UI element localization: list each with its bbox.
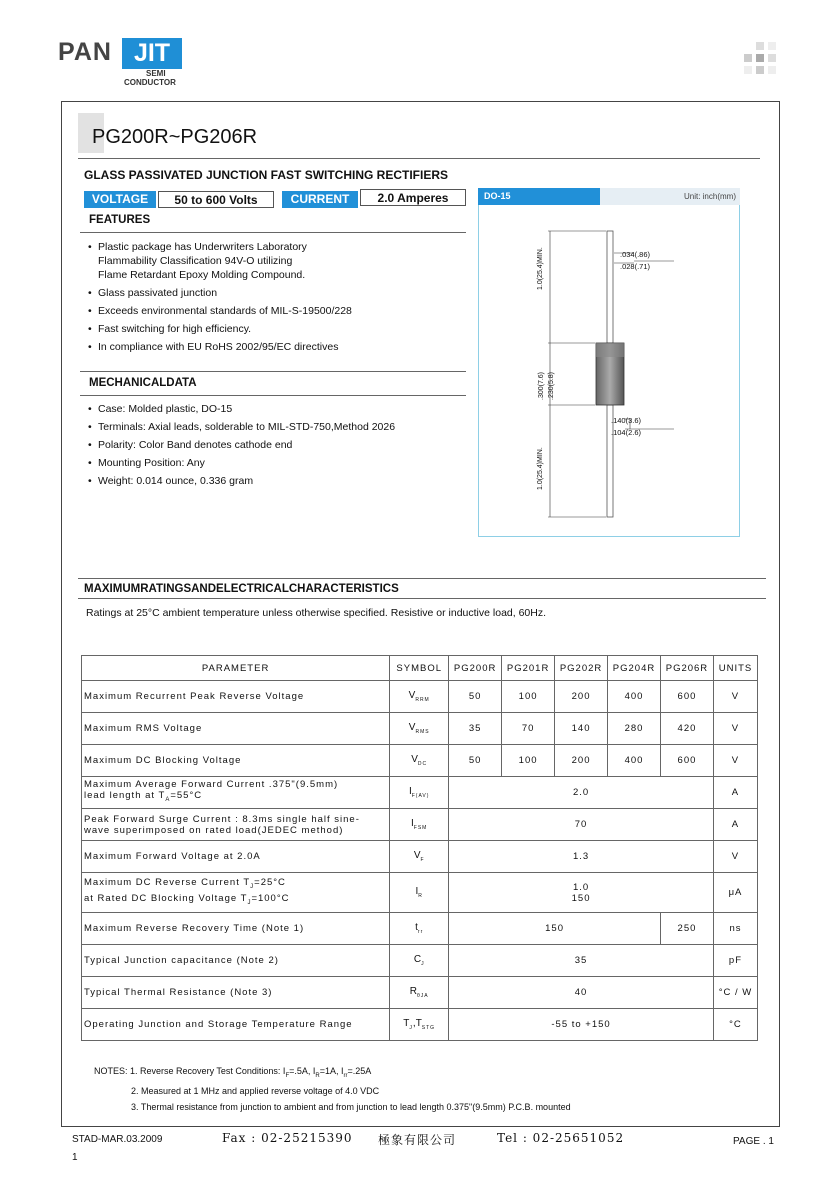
unit-cell: V — [713, 841, 757, 873]
value-line: 150 — [571, 892, 591, 904]
param-cell: Typical Junction capacitance (Note 2) — [82, 945, 390, 977]
param-cell: Maximum Reverse Recovery Time (Note 1) — [82, 913, 390, 945]
symbol-sub: STG — [421, 1025, 436, 1031]
symbol-cell — [390, 945, 449, 977]
mechanical-item: • Case: Molded plastic, DO-15 — [88, 402, 468, 416]
body-diameter-dims — [611, 415, 641, 439]
ratings-top-divider — [78, 578, 766, 579]
note-text: =.5A, I — [289, 1066, 316, 1076]
header-units: UNITS — [713, 656, 757, 681]
symbol-sub: rr — [417, 929, 424, 935]
value-cell: 2.0 — [449, 777, 714, 809]
brand-name-left: PAN — [58, 38, 112, 66]
symbol-main: V — [413, 850, 421, 861]
symbol-cell — [390, 1009, 449, 1041]
footer-company: 極象有限公司 — [378, 1133, 457, 1147]
mechanical-item: • Mounting Position: Any — [88, 456, 468, 470]
brand-sub-line2: CONDUCTOR — [124, 78, 176, 87]
value-cell: 200 — [555, 745, 608, 777]
symbol-main: R — [409, 986, 417, 997]
symbol-sub: R — [418, 893, 423, 899]
table-row — [82, 913, 758, 945]
param-cell: Maximum RMS Voltage — [82, 713, 390, 745]
notes-block — [94, 1064, 571, 1115]
value-cell: 600 — [660, 745, 713, 777]
lead-diameter-dims — [620, 249, 650, 273]
symbol-sub: F(AV) — [411, 793, 430, 799]
unit-cell: V — [713, 713, 757, 745]
symbol-main: I — [411, 818, 414, 829]
feature-item: • Fast switching for high efficiency. — [88, 322, 468, 336]
param-cell: Maximum Recurrent Peak Reverse Voltage — [82, 681, 390, 713]
brand-subtitle — [124, 69, 176, 87]
symbol-cell — [390, 681, 449, 713]
symbol-main: C — [413, 954, 422, 965]
note-1 — [94, 1064, 571, 1084]
voltage-value: 50 to 600 Volts — [158, 191, 274, 208]
value-cell: 35 — [449, 945, 714, 977]
note-2: 2. Measured at 1 MHz and applied reverse voltage of 4.0 VDC — [131, 1086, 380, 1097]
lead-length-top: 1.0(25.4)MIN. — [537, 247, 544, 290]
mechanical-list — [88, 402, 468, 492]
symbol-main: V — [411, 754, 418, 765]
body-dia-max: .140(3.6) — [611, 416, 642, 425]
symbol-main: T — [415, 1018, 422, 1029]
note-3: 3. Thermal resistance from junction to ambient and from junction to lead length 0.375"(9.5mm) P.C.B. mounted — [131, 1101, 571, 1112]
lead-dia-min: .028(.71) — [620, 262, 651, 271]
value-cell: 280 — [608, 713, 661, 745]
footer-tel: Tel : 02-25651052 — [497, 1131, 625, 1145]
unit-cell: pF — [713, 945, 757, 977]
param-text: =100°C — [251, 892, 290, 904]
value-cell: 40 — [449, 977, 714, 1009]
header-pg200r: PG200R — [449, 656, 502, 681]
lead-length-bottom: 1.0(25.4)MIN. — [537, 447, 544, 490]
unit-cell: μA — [713, 873, 757, 913]
table-row — [82, 745, 758, 777]
value-cell: 420 — [660, 713, 713, 745]
symbol-main: T — [403, 1018, 410, 1029]
param-line: wave superimposed on rated load(JEDEC method) — [84, 824, 344, 836]
param-cell: Maximum Forward Voltage at 2.0A — [82, 841, 390, 873]
param-cell — [82, 809, 390, 841]
param-text: =55°C — [170, 790, 203, 802]
feature-item: • Glass passivated junction — [88, 286, 468, 300]
footer-fax: Fax : 02-25215390 — [222, 1131, 353, 1145]
value-cell: 400 — [608, 745, 661, 777]
table-row — [82, 809, 758, 841]
unit-cell: °C — [713, 1009, 757, 1041]
symbol-main: t — [415, 922, 418, 933]
header-pg202r: PG202R — [555, 656, 608, 681]
footer-doc-code: STAD-MAR.03.2009 — [72, 1134, 163, 1145]
param-text: Maximum DC Reverse Current T — [84, 876, 251, 888]
body-len-max: .300(7.6) — [538, 371, 545, 400]
value-cell: 1.3 — [449, 841, 714, 873]
param-cell: Operating Junction and Storage Temperature Range — [82, 1009, 390, 1041]
note-sub: rr — [343, 1072, 348, 1079]
checker-decoration — [744, 42, 780, 78]
symbol-cell — [390, 977, 449, 1009]
symbol-cell — [390, 913, 449, 945]
brand-name-right: JIT — [122, 38, 182, 69]
do15-outline-drawing — [478, 205, 740, 537]
package-name: DO-15 — [478, 188, 600, 205]
page-title: PG200R~PG206R — [92, 126, 258, 148]
unit-cell: V — [713, 745, 757, 777]
unit-cell: °C / W — [713, 977, 757, 1009]
symbol-cell — [390, 809, 449, 841]
symbol-sub: RRM — [415, 697, 430, 703]
param-cell — [82, 777, 390, 809]
symbol-main: V — [408, 722, 416, 733]
note-sub: R — [315, 1072, 320, 1079]
param-sub: J — [250, 883, 255, 890]
voltage-label: VOLTAGE — [84, 191, 156, 208]
value-cell: 70 — [449, 809, 714, 841]
body-dia-min: .104(2.6) — [611, 428, 642, 437]
table-row — [82, 713, 758, 745]
value-cell: 100 — [502, 681, 555, 713]
lead-dia-max: .034(.86) — [620, 250, 651, 259]
mechanical-item: • Polarity: Color Band denotes cathode end — [88, 438, 468, 452]
symbol-cell — [390, 841, 449, 873]
mechanical-top-divider — [80, 371, 466, 372]
symbol-main: I — [408, 786, 412, 797]
footer-page-number: 1 — [72, 1152, 78, 1163]
value-cell — [449, 873, 714, 913]
param-line: Peak Forward Surge Current : 8.3ms single half sine- — [84, 813, 360, 825]
param-sub: A — [165, 796, 171, 803]
value-cell: 150 — [449, 913, 661, 945]
symbol-main: I — [415, 886, 419, 897]
value-cell: -55 to +150 — [449, 1009, 714, 1041]
value-cell: 400 — [608, 681, 661, 713]
param-line: Maximum Average Forward Current .375"(9.5mm) — [84, 779, 339, 791]
ratings-divider — [78, 598, 766, 599]
product-subtitle: GLASS PASSIVATED JUNCTION FAST SWITCHING RECTIFIERS — [84, 168, 449, 182]
ratings-heading: MAXIMUMRATINGSANDELECTRICALCHARACTERISTICS — [84, 583, 399, 595]
header-pg201r: PG201R — [502, 656, 555, 681]
value-cell: 200 — [555, 681, 608, 713]
table-row — [82, 873, 758, 913]
header-parameter: PARAMETER — [82, 656, 390, 681]
param-text: at Rated DC Blocking Voltage T — [84, 892, 248, 904]
symbol-sub: FSM — [413, 825, 428, 831]
symbol-cell — [390, 777, 449, 809]
header-pg206r: PG206R — [660, 656, 713, 681]
unit-cell: A — [713, 809, 757, 841]
ratings-conditions: Ratings at 25°C ambient temperature unless otherwise specified. Resistive or inductive load, 60Hz. — [86, 607, 547, 619]
symbol-sub: DC — [417, 761, 428, 767]
current-label: CURRENT — [282, 191, 358, 208]
value-cell: 50 — [449, 745, 502, 777]
current-value: 2.0 Amperes — [360, 189, 466, 206]
title-divider — [78, 158, 760, 159]
symbol-cell — [390, 713, 449, 745]
value-cell: 140 — [555, 713, 608, 745]
features-heading: FEATURES — [89, 214, 151, 226]
header-pg204r: PG204R — [608, 656, 661, 681]
package-header — [478, 188, 740, 205]
note-sub: F — [285, 1072, 290, 1079]
param-line — [84, 893, 389, 909]
table-row — [82, 681, 758, 713]
symbol-separator: , — [412, 1018, 416, 1029]
param-text: lead length at T — [84, 790, 166, 802]
unit-cell: ns — [713, 913, 757, 945]
symbol-sub: θJA — [417, 993, 429, 999]
param-cell — [82, 873, 390, 913]
ratings-table — [81, 655, 758, 1041]
note-text: 1. Reverse Recovery Test Conditions: I — [130, 1066, 286, 1076]
mechanical-item: • Weight: 0.014 ounce, 0.336 gram — [88, 474, 468, 488]
note-text: =.25A — [347, 1066, 372, 1076]
value-cell: 50 — [449, 681, 502, 713]
feature-item: • In compliance with EU RoHS 2002/95/EC directives — [88, 340, 468, 354]
table-header-row — [82, 656, 758, 681]
symbol-sub: J — [409, 1025, 413, 1031]
mechanical-heading: MECHANICALDATA — [89, 377, 197, 389]
features-divider — [80, 232, 466, 233]
note-text: =1A, I — [319, 1066, 344, 1076]
symbol-cell — [390, 873, 449, 913]
param-line — [84, 790, 389, 806]
mechanical-divider — [80, 395, 466, 396]
unit-cell: A — [713, 777, 757, 809]
header-symbol: SYMBOL — [390, 656, 449, 681]
param-cell: Typical Thermal Resistance (Note 3) — [82, 977, 390, 1009]
table-row — [82, 841, 758, 873]
value-cell: 100 — [502, 745, 555, 777]
feature-item: • Plastic package has Underwriters Laboratory Flammability Classification 94V-O utilizing Flame Retardant Epoxy Molding Compound. — [88, 240, 468, 282]
unit-cell: V — [713, 681, 757, 713]
notes-label: NOTES: — [94, 1066, 128, 1076]
table-row — [82, 945, 758, 977]
symbol-cell — [390, 745, 449, 777]
value-line: 1.0 — [572, 881, 590, 893]
brand-sub-line1: SEMI — [146, 69, 166, 78]
table-row — [82, 1009, 758, 1041]
mechanical-item: • Terminals: Axial leads, solderable to MIL-STD-750,Method 2026 — [88, 420, 468, 434]
symbol-sub: RMS — [415, 729, 430, 735]
table-row — [82, 777, 758, 809]
symbol-sub: F — [420, 857, 425, 863]
package-unit: Unit: inch(mm) — [600, 188, 740, 205]
body-length-dims — [537, 372, 557, 400]
symbol-sub: J — [421, 961, 425, 967]
value-cell: 35 — [449, 713, 502, 745]
param-line — [84, 877, 389, 893]
body-len-min: .230(5.8) — [548, 371, 555, 400]
param-sub: J — [247, 899, 252, 906]
features-list — [88, 240, 468, 358]
symbol-main: V — [408, 690, 416, 701]
value-cell: 70 — [502, 713, 555, 745]
footer-page: PAGE . 1 — [733, 1136, 774, 1147]
value-cell: 600 — [660, 681, 713, 713]
value-cell: 250 — [660, 913, 713, 945]
feature-item: • Exceeds environmental standards of MIL-S-19500/228 — [88, 304, 468, 318]
param-cell: Maximum DC Blocking Voltage — [82, 745, 390, 777]
table-row — [82, 977, 758, 1009]
param-text: =25°C — [254, 876, 286, 888]
